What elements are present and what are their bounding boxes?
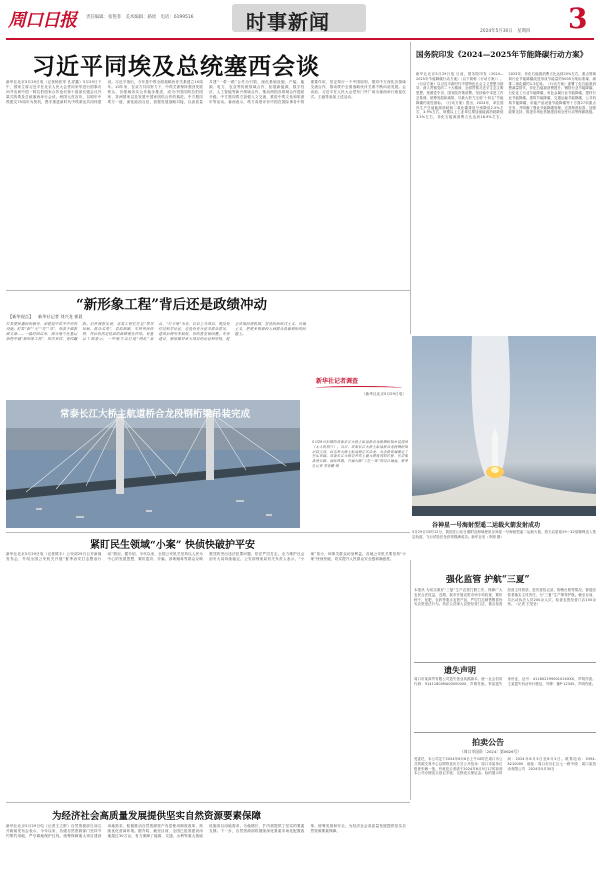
resources-headline: 为经济社会高质量发展提供坚实自然资源要素保障 <box>52 811 262 822</box>
lead-body: 新华社北京5月29日电（记者杨依军 孔祥鑫）5月29日下午，国家主席习近平在北京人民大会堂同来华进行国事访问并出席中国－阿拉伯国家合作论坛第十届部长级会议开幕式的埃及总统塞西举行会谈。两国元首宣布，以明年中埃建交70周年为契机，携手推进新时代中埃命运共同体建设。习近平指出，今年是中埃全面战略伙伴关系建立10周年。10年来，在双方共同努力下，中埃关系保持强劲发展势头，各领域务实合作稳步推进，成为中国同阿拉伯国家、非洲国家以及发展中国家团结合作的典范。中方愿同埃方一道，深化政治互信，加强发展战略对接，以高质量共建“一带一路”合作为引领，深化基础设施、产能、能源、电力、农业等传统领域合作，拓展新能源、数字经济、人工智能等新兴领域合作，推动两国各领域合作提质升级。中方愿同埃方加强人文交流，推进中埃文化和旅游年等活动。塞西表示，埃方高度评价中国在国际事务中的重要作用，坚定奉行一个中国原则，愿同中方深化各领域交流合作，推动埃中全面战略伙伴关系不断向前发展。会谈前，习近平在人民大会堂东门外广场为塞西举行欢迎仪式。王毅等参加上述活动。 <box>6 80 406 104</box>
rocket-caption: 谷神星一号海射型遥二运载火箭发射成功 <box>432 522 541 529</box>
resources-body: 新华社北京5月29日电（记者王立彬）自然资源部日前召开新闻发布会表示，今年以来，各级自然资源部门坚持节约集约用地，严守耕地保护红线，统筹保障重大项目建设用地需求，积极推动自然资源资产有偿使用制度改革，持续优化营商环境。据介绍，截至目前，全国已批准建设用地超过30万亩，有力保障了能源、交通、水利等重大基础设施项目用地需求，为稳增长、扩内需提供了坚实的要素支撑。下一步，自然资源部将继续深化要素市场化配置改革，统筹发展和安全，为经济社会高质量发展提供坚实自然资源要素保障。 <box>6 824 406 838</box>
auction-box <box>414 732 596 878</box>
lead-headline: 习近平同埃及总统塞西会谈 <box>32 53 320 80</box>
section-tab <box>232 4 366 32</box>
plan-headline: 国务院印发《2024—2025年节能降碳行动方案》 <box>416 50 588 59</box>
rocket-launch-photo <box>412 336 596 516</box>
masthead-date: 2024年5月30日 星期四 <box>480 29 531 34</box>
column-divider-2 <box>410 560 411 800</box>
engineering-body: 打着便民惠民的旗号，却建起中看不中用的设施；盯着“新”“大”“亮”“奇”，热衷于做表面文章……一段时间以来，部分地方在基层治理中搞“新形象工程”，形式多样、花样翻新。记者调查发现，这类工程往往是“领导拍板、群众买单”，看似新颖，实则劳民伤财，背后依然是扭曲的政绩观在作祟。有基层干部表示，一些地方以打造“网红”景点、“打卡地”为名，盲目上马项目，既没有经过科学论证，也没有充分征求群众意见，建成后使用率很低，有的甚至被闲置。专家建议，要加强对重大项目的论证和审批，健全决策问责机制，坚决纠治形式主义、官僚主义，把更多资源投入到群众急难愁盼的问题上。 <box>6 322 306 341</box>
auction-subtitle: （周口市国资〔2024〕第0626号） <box>460 749 522 754</box>
page-number: 3 <box>568 2 588 35</box>
engineering-reporters: 新华社记者 刘兴龙 崔晨 <box>38 314 83 319</box>
section-divider-4 <box>6 802 410 803</box>
masthead <box>0 0 600 46</box>
bridge-photo <box>6 400 300 528</box>
plan-body: 新华社北京5月29日电 日前，国务院印发《2024—2025年节能降碳行动方案》（以下简称《行动方案》）。《行动方案》以习近平新时代中国特色社会主义思想为指导，深入贯彻党的二十大精神，全面贯彻习近平生态文明思想，按照党中央、国务院决策部署，坚持稳中求进工作总基调，统筹发展和减排，尽最大努力完成“十四五”节能降碳约束性指标。《行动方案》提出，2024年，单位国内生产总值能源消耗和二氧化碳排放分别降低2.5%左右、3.9%左右，规模以上工业单位增加值能源消耗降低3.5%左右，非化石能源消费占比达到18.9%左右。2025年，非化石能源消费占比达到20%左右，重点领域和行业节能降碳改造形成节能量约5000万吨标准煤、减排二氧化碳约1.3亿吨。《行动方案》部署了化石能源消费减量替代、非化石能源消费提升、钢铁行业节能降碳、石化化工行业节能降碳、有色金属行业节能降碳、建材行业节能降碳、建筑节能降碳、交通运输节能降碳、公共机构节能降碳、用能产品设备节能降碳等十方面27项重点任务，并明确了强化节能降碳管理、完善制度标准、加强政策支持、推进市场化机制建设和全民行动等保障措施。 <box>416 72 596 120</box>
section-title: 时事新闻 <box>246 10 330 34</box>
auction-headline: 拍卖公告 <box>472 737 504 747</box>
section-divider <box>6 290 410 291</box>
notice-headline: 遗失声明 <box>444 665 476 675</box>
bridge-headline: 常泰长江大桥主航道桥合龙段钢桁梁吊装完成 <box>60 409 251 420</box>
supervision-body: 本报讯 为切实做好“三夏”生产农资打假工作，保障广大农民合法权益，近期，我市开展农资市场专项检查，紧盯种子、化肥、农药等重点农资产品，严厉打击制售假冒伪劣农资违法行为。执法人员深入农资经营门店，重点检查经营主体资质、进货查验记录、购销台账等情况，督促经营者落实主体责任，为“三夏”生产保驾护航。截至目前，共出动执法人员200余人次，检查农资经营门店150余家。（记者 王莹莹） <box>414 588 596 607</box>
masthead-rule <box>6 38 594 40</box>
case-body: 新华社北京5月29日电（记者熊丰）公安部29日召开新闻发布会，介绍全国公安机关开展“夏季治安打击整治行动”情况。据介绍，今年以来，全国公安机关坚持以人民为中心的发展思想，紧盯盗窃、诈骗、涉黄赌毒等群众反映强烈的突出违法犯罪问题，依法严厉打击，全力维护社会治安大局持续稳定。公安部刑侦局有关负责人表示，“小案”虽小，却事关群众切身利益，各地公安机关要坚持“小案”快侦快破，切实提升人民群众安全感和满意度。 <box>6 552 406 561</box>
case-headline: 紧盯民生领域“小案” 快侦快破护平安 <box>90 540 255 551</box>
notice-box <box>414 662 596 728</box>
xinhua-logo: 新华社记者调查 <box>316 378 359 385</box>
rocket-body: 5月29日15时12分，我国在山东日照附近海域使用谷神星一号海射型遥二运载火箭，将天启星座29～32星顺利送入预定轨道，飞行试验任务获得圆满成功。新华社发（李刚 摄） <box>412 530 596 539</box>
masthead-meta: 责任编辑：张艳菲 美术编辑：路瑶 电话：6199516 <box>86 15 194 20</box>
section-divider-3 <box>6 532 410 533</box>
supervision-headline: 强化监管 护航“三夏” <box>446 575 530 585</box>
bridge-caption: 5月29日拍摄的常泰长江大桥主航道桥合龙段钢桁梁吊装现场（无人机照片）。当日，常泰长江大桥主航道桥合龙段钢桁梁吊装完成，标志着大桥主航道桥正式合龙，为全桥贯通奠定了坚实基础。常泰长江大桥是世界上最大跨度的斜拉桥，也是集高速公路、城际铁路、普通公路“三位一体”的过江通道。新华社记者 季春鹏 摄 <box>312 440 408 468</box>
column-divider <box>410 42 411 334</box>
engineering-headline: “新形象工程”背后还是政绩冲动 <box>76 297 268 313</box>
notice-body: 周口市某商贸有限公司遗失营业执照副本，统一社会信用代码：91411600MA00000000，声明作废。李某遗失身份证，证号：41160219900101XXXX，声明作废。王某遗失机动车行驶证，号牌：豫P·12345，声明作废。 <box>414 677 596 686</box>
engineering-body-cont: （新华社北京5月29日电） <box>361 392 406 396</box>
rocket-illustration <box>412 336 596 516</box>
engineering-byline: 【新华视点】 <box>8 314 34 319</box>
newspaper-logo: 周口日报 <box>8 10 76 31</box>
auction-body: 受委托，本公司定于2024年6月6日上午10时在周口市公共资源交易中心以网络竞价方式公开拍卖：周口市某单位报废车辆一批。有意竞买者请于2024年6月5日17时前到本公司办理竞买登记手续，交纳竞买保证金。标的展示时间：2024年6月3日至6月5日。联系电话：0394-8210000 地址：周口市川汇区七一路中段 周口某拍卖有限公司 2024年5月30日 <box>414 757 596 776</box>
xinhua-wave <box>316 386 402 390</box>
